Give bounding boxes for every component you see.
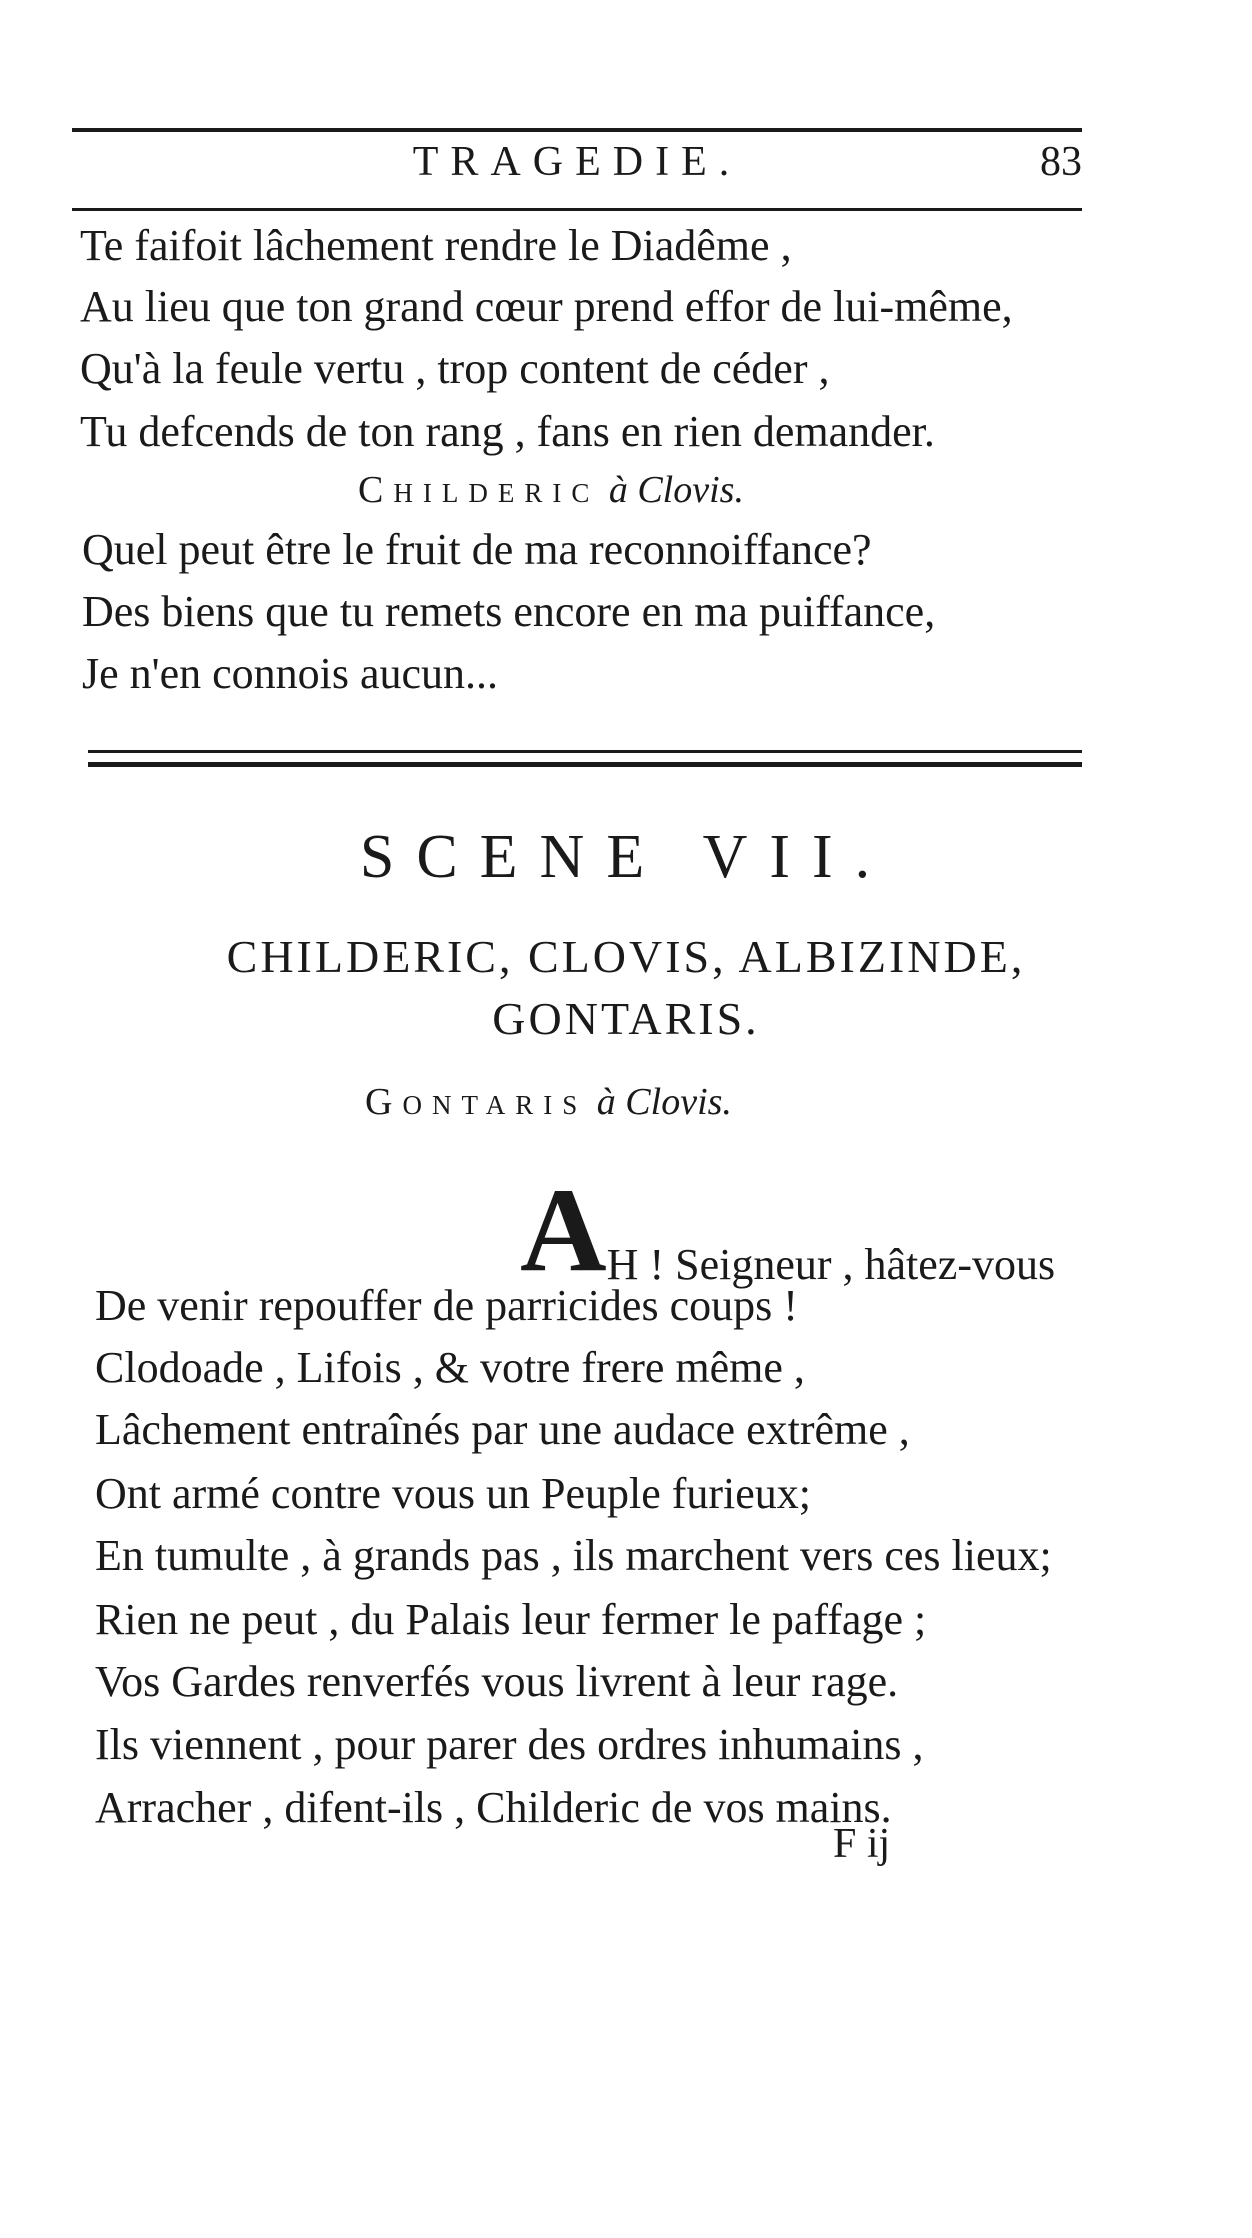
speaker-heading <box>365 1080 732 1124</box>
verse-line: Tu defcends de ton rang , fans en rien demander. <box>80 407 935 456</box>
verse-line: Ont armé contre vous un Peuple furieux; <box>95 1469 812 1518</box>
scene-separator-rule-top <box>88 750 1082 753</box>
signature-mark: F ij <box>833 1821 891 1867</box>
verse-line: Te faifoit lâchement rendre le Diadême , <box>80 221 792 270</box>
verse-line: Des biens que tu remets encore en ma puiffance, <box>82 587 936 636</box>
speaker-addressee: à Clovis. <box>608 469 744 511</box>
speaker-name: Childeric <box>358 469 600 511</box>
verse-line: Arracher , difent-ils , Childeric de vos mains. <box>95 1783 892 1832</box>
drop-capital: A <box>520 1163 607 1296</box>
scene-separator-rule-bottom <box>88 762 1082 767</box>
verse-line: Je n'en connois aucun... <box>82 649 499 698</box>
verse-line: Rien ne peut , du Palais leur fermer le paffage ; <box>95 1595 927 1644</box>
verse-line: Lâchement entraînés par une audace extrême , <box>95 1405 910 1454</box>
scene-title: SCENE VII. <box>359 823 893 891</box>
verse-line: Clodoade , Lifois , & votre frere même , <box>95 1343 805 1392</box>
running-title: TRAGEDIE. <box>412 139 742 185</box>
running-header <box>72 138 1082 198</box>
scene-characters: CHILDERIC, CLOVIS, ALBIZINDE, <box>226 931 1026 982</box>
speaker-heading <box>358 468 744 512</box>
page-number: 83 <box>1040 139 1082 185</box>
verse-line: Vos Gardes renverfés vous livrent à leur rage. <box>95 1657 899 1706</box>
speaker-addressee: à Clovis. <box>596 1081 732 1123</box>
verse-line: H ! Seigneur , hâtez-vous <box>606 1240 1056 1289</box>
dropcap-line <box>520 1163 1056 1296</box>
scene-characters: GONTARIS. <box>492 993 760 1044</box>
verse-line: En tumulte , à grands pas , ils marchent vers ces lieux; <box>95 1531 1052 1580</box>
verse-line: Au lieu que ton grand cœur prend effor de lui-même, <box>80 282 1013 331</box>
verse-line: Ils viennent , pour parer des ordres inhumains , <box>95 1720 924 1769</box>
header-top-rule <box>72 128 1082 132</box>
verse-line: Qu'à la feule vertu , trop content de céder , <box>80 344 830 393</box>
verse-line: De venir repouffer de parricides coups ! <box>95 1281 798 1330</box>
verse-line: Quel peut être le fruit de ma reconnoiffance? <box>82 525 872 574</box>
header-bottom-rule <box>72 208 1082 211</box>
speaker-name: Gontaris <box>365 1081 588 1123</box>
